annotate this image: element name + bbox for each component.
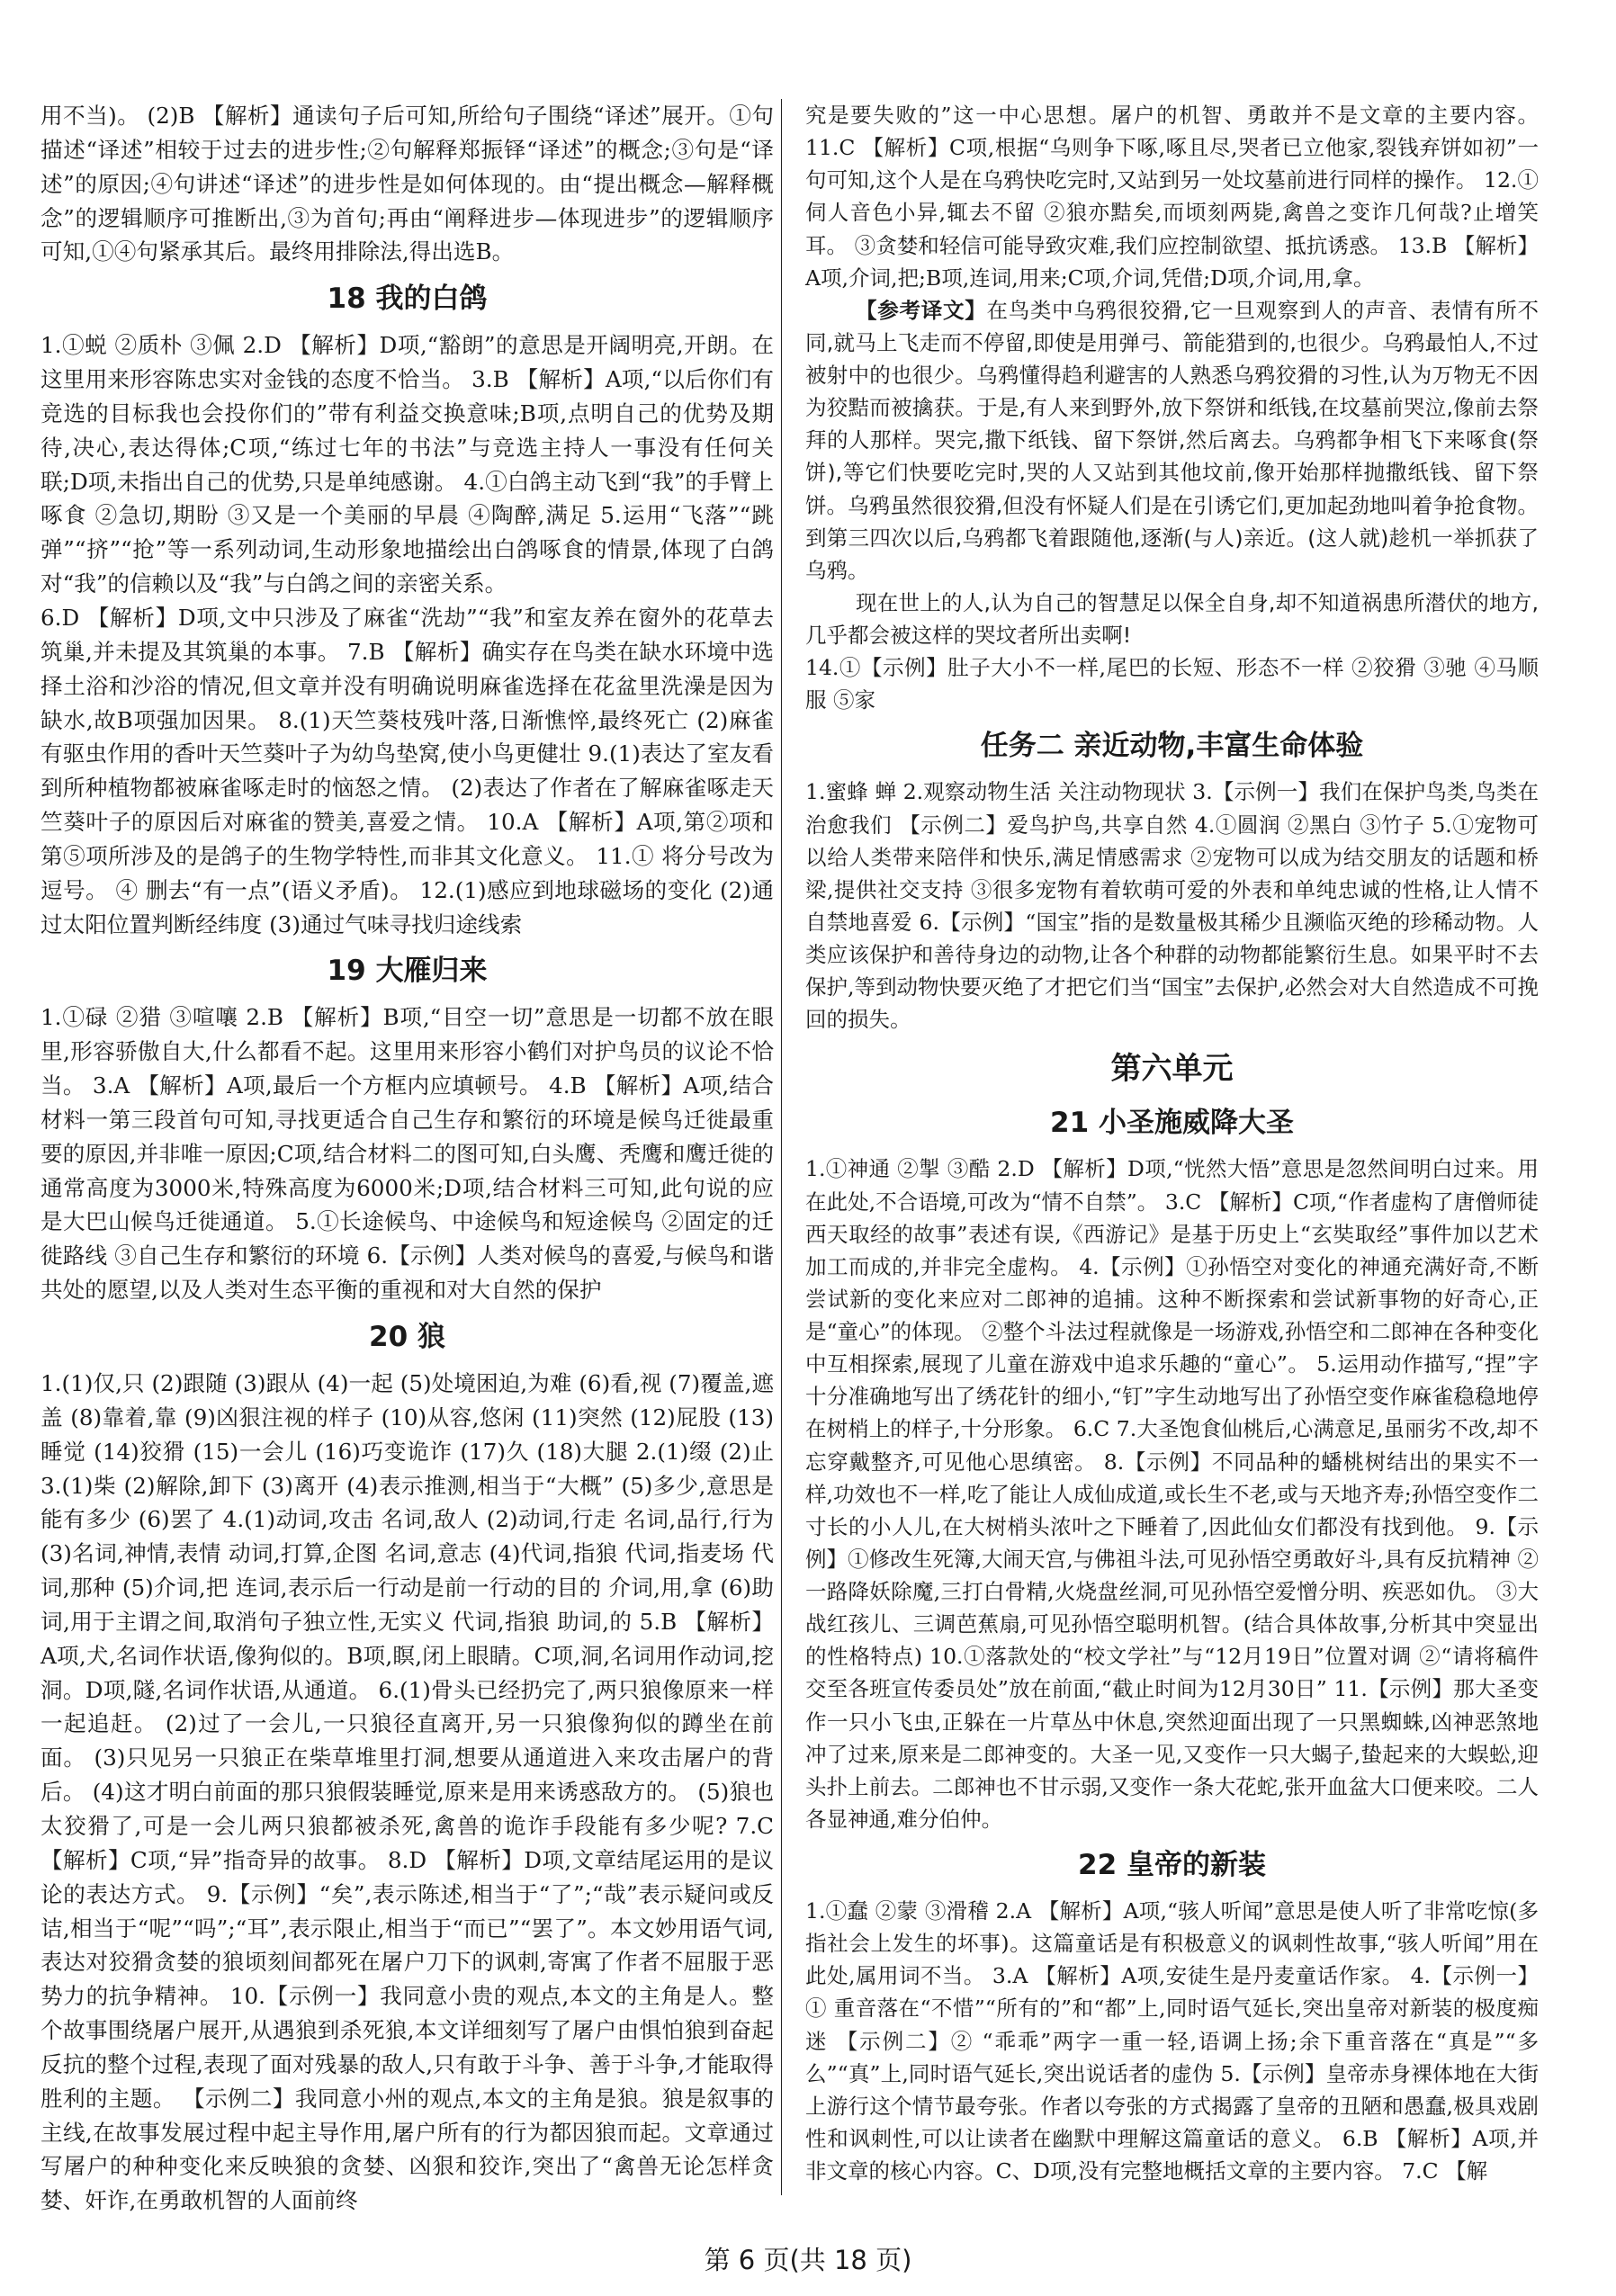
page-footer: 第 6 页(共 18 页): [704, 2245, 912, 2275]
reference-text: 在鸟类中乌鸦很狡猾,它一旦观察到人的声音、表情有所不同,就马上飞走而不停留,即使是用弹弓、箭能猎到的,也很少。乌鸦最怕人,不过被射中的也很少。乌鸦懂得趋利避害的人熟悉乌鸦狡猾的习性,认为万物无不因为狡黠而被擒获。于是,有人来到野外,放下祭饼和纸钱,在坟墓前哭泣,像前去祭拜的人那样。哭完,撒下纸钱、留下祭饼,然后离去。乌鸦都争相飞下来啄食(祭饼),等它们快要吃完时,哭的人又站到其他坟前,像开始那样抛撒纸钱、留下祭饼。乌鸦虽然很狡猾,但没有怀疑人们是在引诱它们,更加起劲地叫着争抢食物。到第三四次以后,乌鸦都飞着跟随他,逐渐(与人)亲近。(这人就)趁机一举抓获了乌鸦。: [805, 297, 1539, 583]
answer-paragraph: 1.①神通 ②掣 ③酷 2.D 【解析】D项,“恍然大悟”意思是忽然间明白过来。用在此处,不合语境,可改为“情不自禁”。 3.C 【解析】C项,“作者虚构了唐僧师徒西天取经的故事”表述有误,《西游记》是基于历史上“玄奘取经”事件加以艺术加工而成的,并非完全虚构。 4.【示例】①孙悟空对变化的神通充满好奇,不断尝试新的变化来应对二郎神的追捕。这种不断探索和尝试新事物的好奇心,正是“童心”的体现。 ②整个斗法过程就像是一场游戏,孙悟空和二郎神在各种变化中互相探索,展现了儿童在游戏中追求乐趣的“童心”。 5.运用动作描写,“捏”字十分准确地写出了绣花针的细小,“钉”字生动地写出了孙悟空变作麻雀稳稳地停在树梢上的样子,十分形象。 6.C 7.大圣饱食仙桃后,心满意足,虽丽劣不改,却不忘穿戴整齐,可见他心思缜密。 8.【示例】不同品种的蟠桃树结出的果实不一样,功效也不一样,吃了能让人成仙成道,或长生不老,或与天地齐寿;孙悟空变作二寸长的小人儿,在大树梢头浓叶之下睡着了,因此仙女们都没有找到他。 9.【示例】①修改生死簿,大闹天宫,与佛祖斗法,可见孙悟空勇敢好斗,具有反抗精神 ②一路降妖除魔,三打白骨精,火烧盘丝洞,可见孙悟空爱憎分明、疾恶如仇。 ③大战红孩儿、三调芭蕉扇,可见孙悟空聪明机智。(结合具体故事,分析其中突显出的性格特点) 10.①落款处的“校文学社”与“12月19日”位置对调 ②“请将稿件交至各班宣传委员处”放在前面,“截止时间为12月30日” 11.【示例】那大圣变作一只小飞虫,正躲在一片草丛中休息,突然迎面出现了一只黑蜘蛛,凶神恶煞地冲了过来,原来是二郎神变的。大圣一见,又变作一只大蝎子,蛰起来的大蜈蚣,迎头扑上前去。二郎神也不甘示弱,又变作一条大花蛇,张开血盆大口便来咬。二人各显神通,难分伯仲。: [805, 1156, 1540, 1832]
section-title-18: 18 我的白鸽: [327, 283, 488, 316]
task-two-title: 任务二 亲近动物,丰富生命体验: [980, 730, 1364, 763]
unit-six-title: 第六单元: [1110, 1051, 1234, 1088]
section-title-20: 20 狼: [369, 1321, 445, 1353]
answer-paragraph: 1.①蠢 ②蒙 ③滑稽 2.A 【解析】A项,“骇人听闻”意思是使人听了非常吃惊(多指社会上发生的坏事)。这篇童话是有积极意义的讽刺性故事,“骇人听闻”用在此处,属用词不当。 3.A 【解析】A项,安徒生是丹麦童话作家。 4.【示例一】① 重音落在“不惜”“所有的”和“都”上,同时语气延长,突出皇帝对新装的极度痴迷 【示例二】② “乖乖”两字一重一轻,语调上扬;余下重音落在“真是”“多么”“真”上,同时语气延长,突出说话者的虚伪 5.【示例】皇帝赤身裸体地在大街上游行这个情节最夸张。作者以夸张的方式揭露了皇帝的丑陋和愚蠢,极具戏剧性和讽刺性,可以让读者在幽默中理解这篇童话的意义。 6.B 【解析】A项,并非文章的核心内容。C、D项,没有完整地概括文章的主要内容。 7.C 【解: [805, 1898, 1539, 2184]
answer-paragraph: 14.①【示例】肚子大小不一样,尾巴的长短、形态不一样 ②狡猾 ③驰 ④马顺服 ⑤家: [805, 655, 1539, 713]
column-divider: [781, 99, 782, 2195]
answer-paragraph: 1.①蜕 ②质朴 ③佩 2.D 【解析】D项,“豁朗”的意思是开阔明亮,开朗。在这里用来形容陈忠实对金钱的态度不恰当。 3.B 【解析】A项,“以后你们有竞选的目标我也会投你们的”带有利益交换意味;B项,点明自己的优势及期待,决心,表达得体;C项,“练过七年的书法”与竞选主持人一事没有任何关联;D项,未指出自己的优势,只是单纯感谢。 4.①白鸽主动飞到“我”的手臂上啄食 ②急切,期盼 ③又是一个美丽的早晨 ④陶醉,满足 5.运用“飞落”“跳弹”“挤”“抢”等一系列动词,生动形象地描绘出白鸽啄食的情景,体现了白鸽对“我”的信赖以及“我”与白鸽之间的亲密关系。: [40, 332, 774, 597]
section-title-19: 19 大雁归来: [327, 955, 488, 988]
answer-paragraph: 1.①碌 ②猎 ③喧嚷 2.B 【解析】B项,“目空一切”意思是一切都不放在眼里,形容骄傲自大,什么都看不起。这里用来形容小鹤们对护鸟员的议论不恰当。 3.A 【解析】A项,最后一个方框内应填顿号。 4.B 【解析】A项,结合材料一第三段首句可知,寻找更适合自己生存和繁衍的环境是候鸟迁徙最重要的原因,并非唯一原因;C项,结合材料二的图可知,白头鹰、秃鹰和鹰迁徙的通常高度为3000米,特殊高度为6000米;D项,结合材料三可知,此句说的应是大巴山候鸟迁徙通道。 5.①长途候鸟、中途候鸟和短途候鸟 ②固定的迁徙路线 ③自己生存和繁衍的环境 6.【示例】人类对候鸟的喜爱,与候鸟和谐共处的愿望,以及人类对生态平衡的重视和对大自然的保护: [40, 1004, 774, 1304]
reference-translation: [805, 294, 1539, 587]
right-column: [805, 99, 1539, 2187]
answer-paragraph: 究是要失败的”这一中心思想。屠户的机智、勇敢并不是文章的主要内容。 11.C 【解析】C项,根据“乌则争下啄,啄且尽,哭者已立他家,裂钱弃饼如初”一句可知,这个人是在乌鸦快吃完时,又站到另一处坟墓前进行同样的操作。 12.①伺人音色小异,辄去不留 ②狼亦黠矣,而顷刻两毙,禽兽之变诈几何哉?止增笑耳。 ③贪婪和轻信可能导致灾难,我们应控制欲望、抵抗诱惑。 13.B 【解析】A项,介词,把;B项,连词,用来;C项,介词,凭借;D项,介词,用,拿。: [805, 103, 1539, 291]
answer-paragraph: 1.(1)仅,只 (2)跟随 (3)跟从 (4)一起 (5)处境困迫,为难 (6)看,视 (7)覆盖,遮盖 (8)靠着,靠 (9)凶狠注视的样子 (10)从容,悠闲 (11)突然 (12)屁股 (13)睡觉 (14)狡猾 (15)一会儿 (16)巧变诡诈 (17)久 (18)大腿 2.(1)缀 (2)止 3.(1)柴 (2)解除,卸下 (3)离开 (4)表示推测,相当于“大概” (5)多少,意思是能有多少 (6)罢了 4.(1)动词,攻击 名词,敌人 (2)动词,行走 名词,品行,行为 (3)名词,神情,表情 动词,打算,企图 名词,意志 (4)代词,指狼 代词,指麦场 代词,那种 (5)介词,把 连词,表示后一行动是前一行动的目的 介词,用,拿 (6)助词,用于主谓之间,取消句子独立性,无实义 代词,指狼 助词,的 5.B 【解析】A项,犬,名词作状语,像狗似的。B项,瞑,闭上眼睛。C项,洞,名词用作动词,挖洞。D项,隧,名词作状语,从通道。 6.(1)骨头已经扔完了,两只狼像原来一样一起追赶。 (2)过了一会儿,一只狼径直离开,另一只狼像狗似的蹲坐在前面。 (3)只见另一只狼正在柴草堆里打洞,想要从通道进入来攻击屠户的背后。 (4)这才明白前面的那只狼假装睡觉,原来是用来诱惑敌方的。 (5)狼也太狡猾了,可是一会儿两只狼都被杀死,禽兽的诡诈手段能有多少呢? 7.C 【解析】C项,“异”指奇异的故事。 8.D 【解析】D项,文章结尾运用的是议论的表达方式。 9.【示例】“矣”,表示陈述,相当于“了”;“哉”表示疑问或反诘,相当于“呢”“吗”;“耳”,表示限止,相当于“而已”“罢了”。本文妙用语气词,表达对狡猾贪婪的狼顷刻间都死在屠户刀下的讽刺,寄寓了作者不屈服于恶势力的抗争精神。 10.【示例一】我同意小贵的观点,本文的主角是人。整个故事围绕屠户展开,从遇狼到杀死狼,本文详细刻写了屠户由惧怕狼到奋起反抗的整个过程,表现了面对残暴的敌人,只有敢于斗争、善于斗争,才能取得胜利的主题。 【示例二】我同意小州的观点,本文的主角是狼。狼是叙事的主线,在故事发展过程中起主导作用,屠户所有的行为都因狼而起。文章通过写屠户的种种变化来反映狼的贪婪、凶狠和狡诈,突出了“禽兽无论怎样贪婪、奸诈,在勇敢机智的人面前终: [40, 1370, 774, 2214]
left-column: [40, 99, 774, 2218]
answer-paragraph: 用不当)。 (2)B 【解析】通读句子后可知,所给句子围绕“译述”展开。①句描述“译述”相较于过去的进步性;②句解释郑振铎“译述”的概念;③句是“译述”的原因;④句讲述“译述”的进步性是如何体现的。由“提出概念—解释概念”的逻辑顺序可推断出,③为首句;再由“阐释进步—体现进步”的逻辑顺序可知,①④句紧承其后。最终用排除法,得出选B。: [40, 103, 774, 265]
section-title-21: 21 小圣施威降大圣: [1050, 1107, 1294, 1140]
answer-paragraph: 1.蜜蜂 蝉 2.观察动物生活 关注动物现状 3.【示例一】我们在保护鸟类,鸟类在治愈我们 【示例二】爱鸟护鸟,共享自然 4.①圆润 ②黑白 ③竹子 5.①宠物可以给人类带来陪伴和快乐,满足情感需求 ②宠物可以成为结交朋友的话题和桥梁,提供社交支持 ③很多宠物有着软萌可爱的外表和单纯忠诚的性格,让人情不自禁地喜爱 6.【示例】“国宝”指的是数量极其稀少且濒临灭绝的珍稀动物。人类应该保护和善待身边的动物,让各个种群的动物都能繁衍生息。如果平时不去保护,等到动物快要灭绝了才把它们当“国宝”去保护,必然会对大自然造成不可挽回的损失。: [805, 779, 1540, 1033]
section-title-22: 22 皇帝的新装: [1078, 1849, 1266, 1881]
reference-label: 【参考译文】: [856, 297, 987, 323]
answer-paragraph: 6.D 【解析】D项,文中只涉及了麻雀“洗劫”“我”和室友养在窗外的花草去筑巢,并未提及其筑巢的本事。 7.B 【解析】确实存在鸟类在缺水环境中选择土浴和沙浴的情况,但文章并没有明确说明麻雀选择在花盆里洗澡是因为缺水,故B项强加因果。 8.(1)天竺葵枝残叶落,日渐憔悴,最终死亡 (2)麻雀有驱虫作用的香叶天竺葵叶子为幼鸟垫窝,使小鸟更健壮 9.(1)表达了室友看到所种植物都被麻雀啄走时的恼怒之情。 (2)表达了作者在了解麻雀啄走天竺葵叶子的原因后对麻雀的赞美,喜爱之情。 10.A 【解析】A项,第②项和第⑤项所涉及的是鸽子的生物学特性,而非其文化意义。 11.① 将分号改为逗号。 ④ 删去“有一点”(语义矛盾)。 12.(1)感应到地球磁场的变化 (2)通过太阳位置判断经纬度 (3)通过气味寻找归途线索: [40, 604, 774, 937]
reference-translation-2: 现在世上的人,认为自己的智慧足以保全自身,却不知道祸患所潜伏的地方,几乎都会被这样的哭坟者所出卖啊!: [805, 589, 1539, 648]
